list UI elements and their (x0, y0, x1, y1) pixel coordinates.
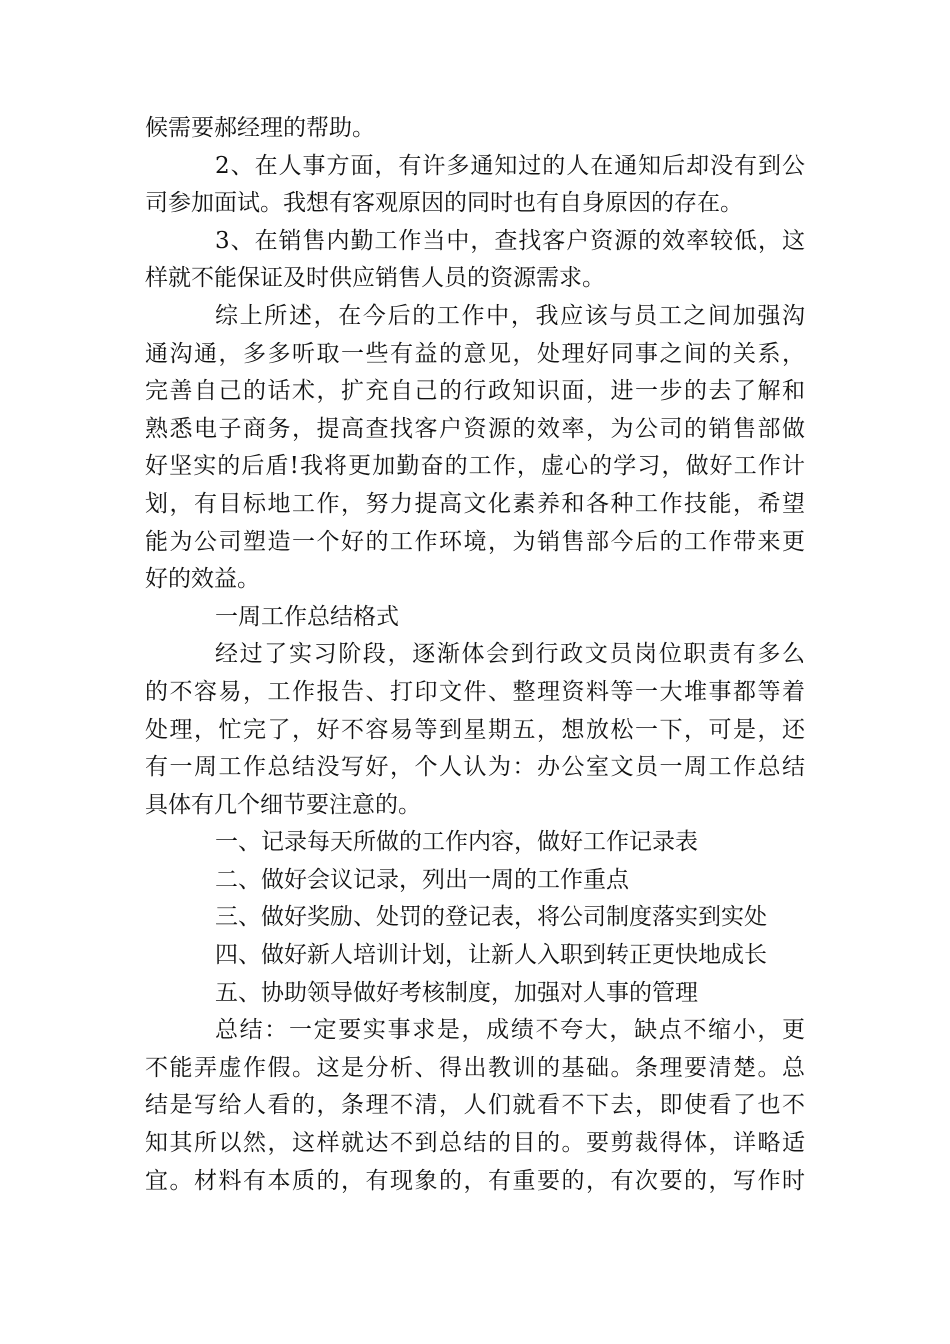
text-line: 司参加面试。我想有客观原因的同时也有自身原因的存在。 (145, 190, 743, 217)
text-line: 通沟通，多多听取一些有益的意见，处理好同事之间的关系， (145, 340, 805, 367)
text-line: 的不容易，工作报告、打印文件、整理资料等一大堆事都等着 (145, 678, 805, 705)
text-line: 一、记录每天所做的工作内容，做好工作记录表 (215, 829, 698, 856)
text-line: 好坚实的后盾!我将更加勤奋的工作，虚心的学习，做好工作计 (145, 453, 805, 480)
text-line: 3、在销售内勤工作当中，查找客户资源的效率较低，这 (215, 227, 805, 254)
text-line: 三、做好奖励、处罚的登记表，将公司制度落实到实处 (215, 904, 767, 931)
text-line: 四、做好新人培训计划，让新人入职到转正更快地成长 (215, 942, 767, 969)
text-line: 划，有目标地工作，努力提高文化素养和各种工作技能，希望 (145, 490, 805, 517)
text-line: 能为公司塑造一个好的工作环境，为销售部今后的工作带来更 (145, 528, 805, 555)
text-line: 完善自己的话术，扩充自己的行政知识面，进一步的去了解和 (145, 378, 805, 405)
text-line: 样就不能保证及时供应销售人员的资源需求。 (145, 265, 605, 292)
text-line: 好的效益。 (145, 566, 260, 593)
text-line: 二、做好会议记录，列出一周的工作重点 (215, 866, 629, 893)
text-line: 不能弄虚作假。这是分析、得出教训的基础。条理要清楚。总 (145, 1054, 805, 1081)
text-line: 知其所以然，这样就达不到总结的目的。要剪裁得体，详略适 (145, 1130, 805, 1157)
text-line: 2、在人事方面，有许多通知过的人在通知后却没有到公 (215, 152, 805, 179)
text-line: 一周工作总结格式 (215, 603, 399, 630)
text-line: 宜。材料有本质的，有现象的，有重要的，有次要的，写作时 (145, 1167, 805, 1194)
text-line: 综上所述，在今后的工作中，我应该与员工之间加强沟 (215, 302, 805, 329)
text-line: 熟悉电子商务，提高查找客户资源的效率，为公司的销售部做 (145, 415, 805, 442)
text-line: 具体有几个细节要注意的。 (145, 791, 421, 818)
text-line: 结是写给人看的，条理不清，人们就看不下去，即使看了也不 (145, 1092, 805, 1119)
text-line: 五、协助领导做好考核制度，加强对人事的管理 (215, 979, 698, 1006)
text-line: 经过了实习阶段，逐渐体会到行政文员岗位职责有多么 (215, 641, 805, 668)
document-body (145, 110, 805, 1200)
text-line: 处理，忙完了，好不容易等到星期五，想放松一下，可是，还 (145, 716, 805, 743)
text-line: 总结：一定要实事求是，成绩不夸大，缺点不缩小，更 (215, 1017, 805, 1044)
text-line: 候需要郝经理的帮助。 (145, 115, 375, 141)
text-line: 有一周工作总结没写好，个人认为：办公室文员一周工作总结 (145, 754, 805, 781)
